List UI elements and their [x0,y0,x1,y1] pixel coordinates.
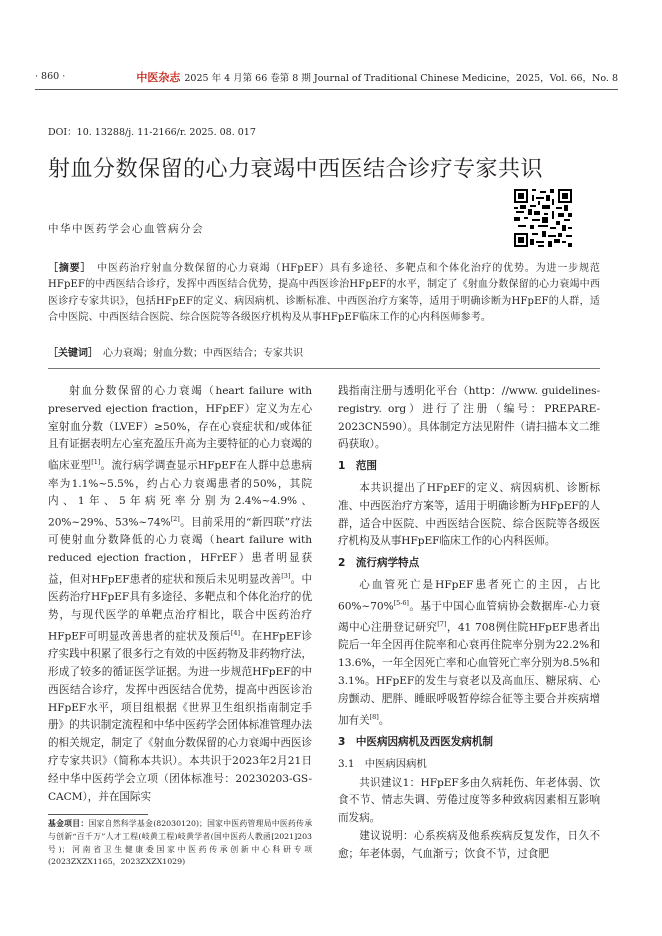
intro-paragraph: 射血分数保留的心力衰竭（heart failure with preserved ejection fraction，HFpEF）定义为左心室射血分数（LVEF）≥50%，存在心衰症状和/或体征且有证据表明左心室充盈压升高为主要特征的心力衰竭的临床亚型[1]。流行病学调查显示HFpEF在人群中总患病率为1.1%~5.5%，约占心力衰竭患者的50%，其院内、1年、5年病死率分别为2.4%~4.9%、20%~29%、53%~74%[2]。目前采用的“新四联”疗法可使射血分数降低的心力衰竭（heart failure with reduced ejection fraction，HFrEF）患者明显获益，但对HFpEF患者的症状和预后未见明显改善[3]。中医药治疗HFpEF具有多途径、多靶点和个体化治疗的优势，与现代医学的单靶点治疗相比，联合中医药治疗HFpEF可明显改善患者的症状及预后[4]。在HFpEF诊疗实践中积累了很多行之有效的中医药物及非药物疗法，形成了较多的循证医学证据。为进一步规范HFpEF的中西医结合诊疗，发挥中西医结合优势，提高中西医诊治HFpEF水平，项目组根据《世界卫生组织指南制定手册》的共识制定流程和中华中医药学会团体标准管理办法的相关规定，制定了《射血分数保留的心力衰竭中西医诊疗专家共识》（简称本共识）。本共识于2023年2月21日经中华中医药学会立项（团体标准号：20230203-GS-CACM），并在国际实 [48,385,312,803]
author: 中华中医药学会心血管病分会 [48,223,204,235]
section-1-text: 本共识提出了HFpEF的定义、病因病机、诊断标准、中西医治疗方案等，适用于明确诊断为HFpEF的人群，适合中医院、中西医结合医院、综合医院等各级医疗机构及从事HFpEF临床工作的心内科医师。 [338,481,600,548]
abstract-label: ［摘要］ [48,263,87,274]
right-column [338,383,600,864]
section-1-heading: 1 范围 [338,460,377,473]
footnote-rule [48,814,148,815]
keywords [48,344,303,359]
section-2-heading: 2 流行病学特点 [338,557,420,570]
doi: DOI：10. 13288/j. 11-2166/r. 2025. 08. 017 [48,127,256,138]
keywords-label: ［关键词］ [48,348,93,359]
keywords-text: 心力衰竭；射血分数；中西医结合；专家共识 [103,348,303,359]
section-2-text: 心血管死亡是HFpEF患者死亡的主因，占比60%~70%[5-6]。基于中国心血管病协会数据库-心力衰竭中心注册登记研究[7]，41 708例住院HFpEF患者出院后一年全因再住院率和心衰再住院率分别为22.2%和13.6%，一年全因死亡率和心血管死亡率分别为8.5%和3.1%。HFpEF的发生与衰老以及高血压、糖尿病、心房颤动、肥胖、睡眠呼吸暂停综合征等主要合并疾病增加有关[8]。 [338,578,600,727]
section-3-heading: 3 中医病因病机及西医发病机制 [338,735,493,748]
header-rule [35,89,618,90]
section-3-1-heading: 3.1 中医病因病机 [338,757,427,770]
page-number: · 860 · [35,71,66,82]
journal-citation: 2025 年 4 月第 66 卷第 8 期 Journal of Traditional Chinese Medicine，2025，Vol. 66，No. 8 [184,73,618,84]
abstract-text: 中医药治疗射血分数保留的心力衰竭（HFpEF）具有多途径、多靶点和个体化治疗的优势。为进一步规范HFpEF的中西医结合诊疗，发挥中西医结合优势，提高中西医诊治HFpEF的水平，制定了《射血分数保留的心力衰竭中西医诊疗专家共识》，包括HFpEF的定义、病因病机、诊断标准、中西医治疗方案等，适用于明确诊断为HFpEF的人群，适合中医院、中西医结合医院、综合医院等各级医疗机构及从事HFpEF临床工作的心内科医师参考。 [48,263,600,324]
explanation-1: 建议说明：心系疾病及他系疾病反复发作，日久不愈；年老体弱，气血渐亏；饮食不节，过食肥 [338,829,600,860]
funding-label: 基金项目： [48,819,89,828]
journal-name: 中医杂志 [136,71,181,84]
left-column [48,383,312,806]
article-title: 射血分数保留的心力衰竭中西医结合诊疗专家共识 [48,157,544,182]
funding-note [48,818,312,869]
funding-text: 国家自然科学基金(82030120)；国家中医药管理局中医药传承与创新“百千万”人才工程(岐黄工程)岐黄学者(国中医药人教函[2021]203号)；河南省卫生健康委国家中医药传承创新中心科研专项(2023ZXZX1165，2023ZXZX1029) [48,819,312,867]
abstract-divider [48,368,600,369]
journal-header [136,69,618,85]
abstract [48,261,600,327]
intro-continued: 践指南注册与透明化平台（http：//www. guidelines-registry. org）进行了注册（编号：PREPARE-2023CN590）。具体制定方法见附件（请扫描本文二维码获取）。 [338,385,600,451]
consensus-1: 共识建议1：HFpEF多由久病耗伤、年老体弱、饮食不节、情志失调、劳倦过度等多种致病因素相互影响而发病。 [338,776,600,825]
qr-code-icon[interactable] [514,189,572,247]
